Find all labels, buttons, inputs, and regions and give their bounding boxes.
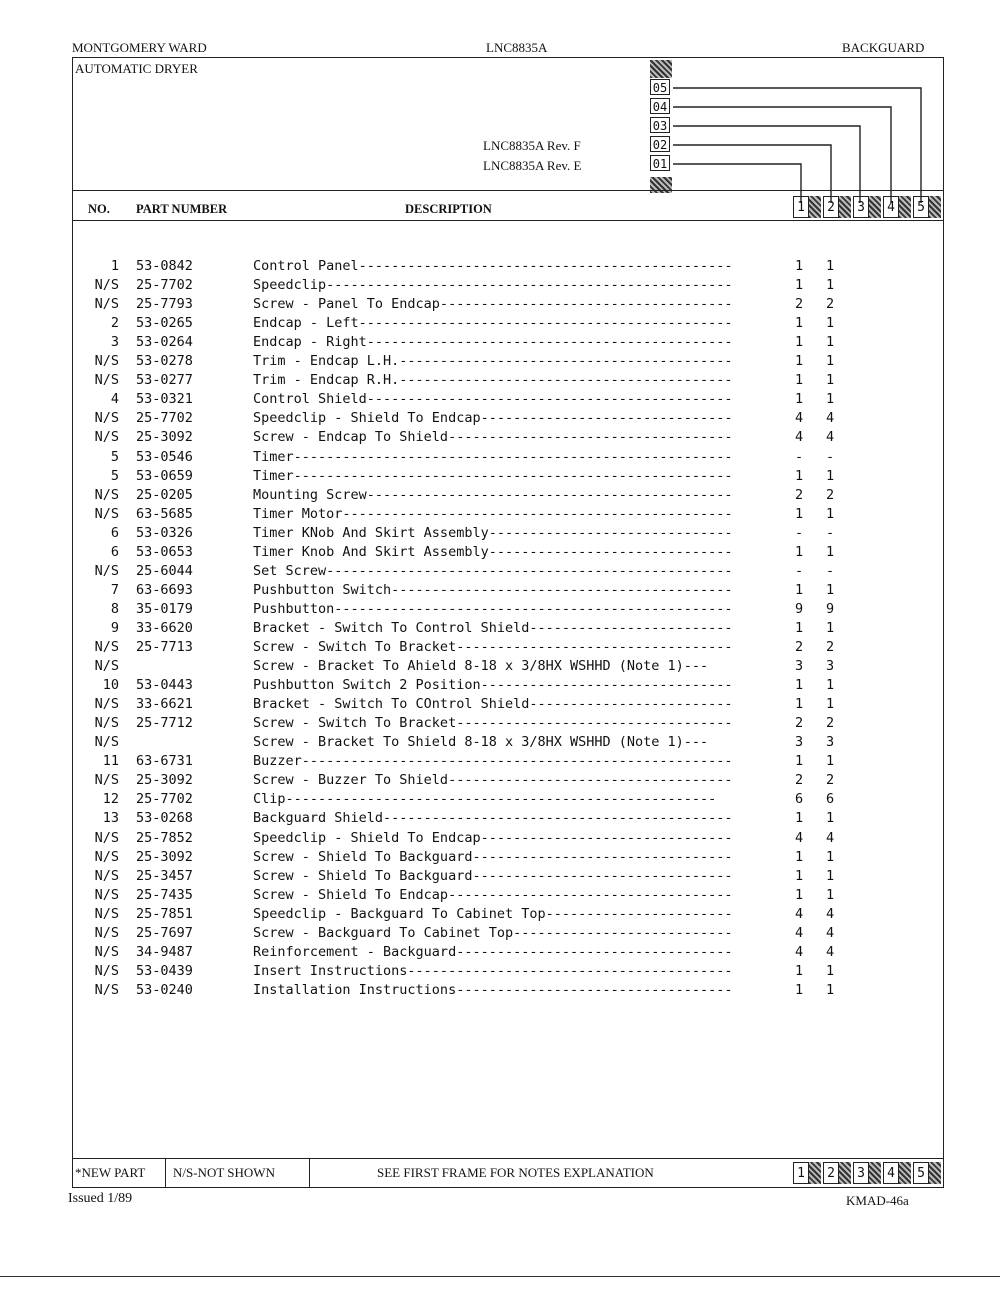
part-description: Screw - Bracket To Shield 8-18 x 3/8HX WSHHD (Note 1)---: [253, 734, 709, 751]
quantity-col-1: 2: [795, 296, 804, 313]
table-row: [73, 562, 945, 581]
table-row: [73, 867, 945, 886]
table-row: [73, 676, 945, 695]
quantity-col-1: 4: [795, 943, 804, 960]
item-number: N/S: [94, 924, 119, 941]
part-number: 63-6731: [136, 753, 193, 770]
part-number: 25-7697: [136, 924, 193, 941]
section-title: BACKGUARD: [842, 40, 925, 55]
part-description: Screw - Switch To Bracket----------------------------------: [253, 715, 733, 732]
table-row: [73, 638, 945, 657]
part-description: Bracket - Switch To COntrol Shield-------------------------: [253, 696, 733, 713]
part-description: Control Shield---------------------------------------------: [253, 391, 733, 408]
quantity-col-2: 2: [826, 486, 835, 503]
footer-not-shown: N/S-NOT SHOWN: [173, 1165, 275, 1180]
part-number: 25-3092: [136, 848, 193, 865]
part-description: Mounting Screw---------------------------------------------: [253, 486, 733, 503]
quantity-col-1: 4: [795, 924, 804, 941]
revision-f-label: LNC8835A Rev. F: [483, 138, 581, 153]
part-description: Trim - Endcap R.H.-----------------------------------------: [253, 372, 733, 389]
part-description: Pushbutton Switch 2 Position-------------------------------: [253, 677, 733, 694]
item-number: N/S: [94, 658, 119, 675]
quantity-col-1: 2: [795, 772, 804, 789]
header-qty-col-shade: [839, 196, 851, 218]
part-description: Screw - Buzzer To Shield-----------------------------------: [253, 772, 733, 789]
part-description: Screw - Panel To Endcap------------------------------------: [253, 296, 733, 313]
quantity-col-1: 9: [795, 600, 804, 617]
part-number: 53-0278: [136, 353, 193, 370]
footer-qty-col-shade: [929, 1162, 941, 1184]
table-row: [73, 905, 945, 924]
issue-date: Issued 1/89: [68, 1191, 133, 1206]
part-description: Pushbutton-------------------------------------------------: [253, 600, 733, 617]
header-qty-col-shade: [899, 196, 911, 218]
footer-qty-col-2: 2: [823, 1162, 839, 1184]
revision-code-box: 03: [650, 117, 670, 133]
table-row: [73, 733, 945, 752]
header-qty-col-shade: [809, 196, 821, 218]
part-description: Screw - Shield To Backguard--------------------------------: [253, 867, 733, 884]
header-qty-col-shade: [929, 196, 941, 218]
quantity-col-1: 1: [795, 467, 804, 484]
part-number: 25-7712: [136, 715, 193, 732]
part-description: Screw - Bracket To Ahield 8-18 x 3/8HX WSHHD (Note 1)---: [253, 658, 709, 675]
part-number: 63-6693: [136, 581, 193, 598]
revision-code-box: 05: [650, 79, 670, 95]
footer-qty-col-shade: [839, 1162, 851, 1184]
table-row: [73, 790, 945, 809]
item-number: N/S: [94, 829, 119, 846]
table-row: [73, 771, 945, 790]
item-number: N/S: [94, 886, 119, 903]
part-number: 35-0179: [136, 600, 193, 617]
quantity-col-2: -: [826, 448, 835, 465]
part-number: 25-7702: [136, 410, 193, 427]
model-number: LNC8835A: [486, 40, 548, 55]
part-number: 25-7435: [136, 886, 193, 903]
quantity-col-2: 1: [826, 334, 835, 351]
part-description: Control Panel----------------------------------------------: [253, 258, 733, 274]
table-row: [73, 657, 945, 676]
item-number: N/S: [94, 277, 119, 294]
quantity-col-2: 1: [826, 753, 835, 770]
part-description: Endcap - Left----------------------------------------------: [253, 315, 733, 332]
table-row: [73, 752, 945, 771]
quantity-col-1: 1: [795, 848, 804, 865]
quantity-col-2: -: [826, 524, 835, 541]
item-number: N/S: [94, 867, 119, 884]
parts-list-frame: [72, 57, 944, 1188]
quantity-col-1: 1: [795, 505, 804, 522]
quantity-col-1: 1: [795, 696, 804, 713]
item-number: 5: [110, 448, 119, 465]
part-number: 25-7713: [136, 639, 193, 655]
quantity-col-2: -: [826, 562, 835, 579]
col-header-no: NO.: [88, 202, 110, 216]
quantity-col-1: 1: [795, 353, 804, 370]
part-description: Endcap - Right---------------------------------------------: [253, 334, 733, 351]
table-row: [73, 581, 945, 600]
quantity-col-2: 3: [826, 734, 835, 751]
revision-code-box: 04: [650, 98, 670, 114]
revision-code-box: 01: [650, 155, 670, 171]
quantity-col-2: 1: [826, 353, 835, 370]
table-row: [73, 505, 945, 524]
part-number: 53-0265: [136, 315, 193, 332]
table-row: [73, 409, 945, 428]
quantity-col-2: 3: [826, 658, 835, 675]
item-number: N/S: [94, 981, 119, 998]
table-row: [73, 714, 945, 733]
table-row: [73, 295, 945, 314]
item-number: N/S: [94, 505, 119, 522]
item-number: N/S: [94, 372, 119, 389]
item-number: N/S: [94, 772, 119, 789]
item-number: 4: [110, 391, 119, 408]
item-number: 7: [110, 581, 119, 598]
col-header-part-number: PART NUMBER: [136, 202, 228, 216]
part-description: Timer Knob And Skirt Assembly------------------------------: [253, 543, 733, 560]
part-description: Clip-----------------------------------------------------: [253, 791, 717, 808]
item-number: N/S: [94, 353, 119, 370]
part-description: Buzzer-----------------------------------------------------: [253, 753, 733, 770]
part-number: 25-6044: [136, 562, 193, 579]
quantity-col-2: 1: [826, 848, 835, 865]
part-description: Backguard Shield-------------------------------------------: [253, 810, 733, 827]
item-number: N/S: [94, 943, 119, 960]
appliance-type: AUTOMATIC DRYER: [75, 61, 198, 76]
quantity-col-2: 1: [826, 315, 835, 332]
quantity-col-2: 4: [826, 429, 835, 446]
revision-code-box: 02: [650, 136, 670, 152]
header-qty-col-3: 3: [853, 196, 869, 218]
part-number: 25-7702: [136, 791, 193, 808]
quantity-col-2: 1: [826, 543, 835, 560]
footer-qty-col-shade: [899, 1162, 911, 1184]
table-row: [73, 333, 945, 352]
table-row: [73, 600, 945, 619]
table-row: [73, 695, 945, 714]
part-description: Speedclip - Shield To Endcap-------------------------------: [253, 829, 733, 846]
quantity-col-1: 2: [795, 486, 804, 503]
footer-new-part: *NEW PART: [75, 1165, 146, 1180]
table-row: [73, 924, 945, 943]
quantity-col-1: 6: [795, 791, 804, 808]
part-number: 53-0326: [136, 524, 193, 541]
quantity-col-1: 2: [795, 639, 804, 655]
part-number: 53-0277: [136, 372, 193, 389]
part-number: 53-0240: [136, 981, 193, 998]
item-number: N/S: [94, 848, 119, 865]
quantity-col-1: -: [795, 562, 804, 579]
footer-qty-col-shade: [869, 1162, 881, 1184]
part-number: 53-0546: [136, 448, 193, 465]
item-number: 9: [110, 619, 119, 636]
quantity-col-2: 1: [826, 962, 835, 979]
header-qty-col-4: 4: [883, 196, 899, 218]
part-description: Timer KNob And Skirt Assembly------------------------------: [253, 524, 733, 541]
part-description: Screw - Backguard To Cabinet Top---------------------------: [253, 924, 733, 941]
table-row: [73, 486, 945, 505]
header-qty-col-1: 1: [793, 196, 809, 218]
part-description: Insert Instructions----------------------------------------: [253, 962, 733, 979]
quantity-col-2: 1: [826, 696, 835, 713]
header-qty-col-shade: [869, 196, 881, 218]
part-number: 53-0653: [136, 543, 193, 560]
part-number: 33-6620: [136, 619, 193, 636]
part-number: 33-6621: [136, 696, 193, 713]
page-bottom-rule: [0, 1276, 1000, 1277]
quantity-col-1: -: [795, 448, 804, 465]
quantity-col-1: 1: [795, 372, 804, 389]
item-number: N/S: [94, 734, 119, 751]
item-number: N/S: [94, 562, 119, 579]
footer-qty-col-shade: [809, 1162, 821, 1184]
quantity-col-2: 1: [826, 581, 835, 598]
quantity-col-1: 4: [795, 429, 804, 446]
item-number: 11: [102, 753, 119, 770]
quantity-col-1: 1: [795, 619, 804, 636]
quantity-col-2: 1: [826, 467, 835, 484]
quantity-col-2: 4: [826, 829, 835, 846]
item-number: 5: [110, 467, 119, 484]
header-qty-col-5: 5: [913, 196, 929, 218]
part-number: 25-3457: [136, 867, 193, 884]
quantity-col-1: 1: [795, 543, 804, 560]
part-description: Installation Instructions----------------------------------: [253, 981, 733, 998]
table-row: [73, 962, 945, 981]
item-number: 13: [102, 810, 119, 827]
quantity-col-2: 4: [826, 924, 835, 941]
table-row: [73, 390, 945, 409]
part-number: 53-0443: [136, 677, 193, 694]
table-row: [73, 848, 945, 867]
table-row: [73, 619, 945, 638]
part-number: 53-0264: [136, 334, 193, 351]
revision-e-label: LNC8835A Rev. E: [483, 158, 582, 173]
part-number: 53-0268: [136, 810, 193, 827]
item-number: 2: [110, 315, 119, 332]
part-number: 25-7851: [136, 905, 193, 922]
item-number: N/S: [94, 296, 119, 313]
quantity-col-1: 4: [795, 410, 804, 427]
part-description: Screw - Shield To Backguard--------------------------------: [253, 848, 733, 865]
quantity-col-2: 4: [826, 410, 835, 427]
quantity-col-1: 1: [795, 810, 804, 827]
quantity-col-1: 1: [795, 981, 804, 998]
quantity-col-1: 4: [795, 905, 804, 922]
item-number: 10: [102, 677, 119, 694]
part-number: 63-5685: [136, 505, 193, 522]
table-row: [73, 257, 945, 276]
quantity-col-2: 4: [826, 905, 835, 922]
footer-qty-col-1: 1: [793, 1162, 809, 1184]
quantity-col-2: 6: [826, 791, 835, 808]
item-number: N/S: [94, 639, 119, 655]
item-number: N/S: [94, 486, 119, 503]
quantity-col-1: 1: [795, 258, 804, 274]
table-row: [73, 371, 945, 390]
table-row: [73, 448, 945, 467]
table-row: [73, 276, 945, 295]
item-number: N/S: [94, 410, 119, 427]
footer-qty-col-3: 3: [853, 1162, 869, 1184]
part-number: 25-3092: [136, 429, 193, 446]
part-description: Timer Motor------------------------------------------------: [253, 505, 733, 522]
part-number: 53-0321: [136, 391, 193, 408]
part-description: Trim - Endcap L.H.-----------------------------------------: [253, 353, 733, 370]
quantity-col-2: 1: [826, 867, 835, 884]
part-number: 25-3092: [136, 772, 193, 789]
quantity-col-1: 2: [795, 715, 804, 732]
footer-notes: SEE FIRST FRAME FOR NOTES EXPLANATION: [377, 1165, 654, 1180]
quantity-col-2: 1: [826, 277, 835, 294]
quantity-col-1: 1: [795, 277, 804, 294]
part-description: Screw - Endcap To Shield-----------------------------------: [253, 429, 733, 446]
quantity-col-1: 1: [795, 753, 804, 770]
part-description: Speedclip--------------------------------------------------: [253, 277, 733, 294]
item-number: 12: [102, 791, 119, 808]
quantity-col-1: 3: [795, 658, 804, 675]
part-description: Screw - Shield To Endcap-----------------------------------: [253, 886, 733, 903]
table-row: [73, 314, 945, 333]
quantity-col-1: 1: [795, 677, 804, 694]
part-description: Timer------------------------------------------------------: [253, 448, 733, 465]
table-row: [73, 352, 945, 371]
quantity-col-2: 1: [826, 619, 835, 636]
col-header-description: DESCRIPTION: [405, 202, 492, 216]
quantity-col-2: 4: [826, 943, 835, 960]
item-number: N/S: [94, 696, 119, 713]
quantity-col-2: 2: [826, 296, 835, 313]
quantity-col-1: 1: [795, 334, 804, 351]
quantity-col-1: 4: [795, 829, 804, 846]
quantity-col-1: 1: [795, 315, 804, 332]
item-number: N/S: [94, 905, 119, 922]
quantity-col-1: 3: [795, 734, 804, 751]
quantity-col-1: -: [795, 524, 804, 541]
part-description: Set Screw--------------------------------------------------: [253, 562, 733, 579]
quantity-col-2: 1: [826, 886, 835, 903]
quantity-col-2: 1: [826, 677, 835, 694]
part-description: Reinforcement - Backguard----------------------------------: [253, 943, 733, 960]
page-code: KMAD-46a: [846, 1193, 909, 1208]
table-row: [73, 829, 945, 848]
quantity-col-2: 1: [826, 258, 835, 274]
item-number: N/S: [94, 962, 119, 979]
item-number: 6: [110, 524, 119, 541]
item-number: 1: [110, 258, 119, 274]
quantity-col-1: 1: [795, 581, 804, 598]
part-description: Screw - Switch To Bracket----------------------------------: [253, 639, 733, 655]
quantity-col-1: 1: [795, 391, 804, 408]
part-number: 25-7793: [136, 296, 193, 313]
part-number: 53-0439: [136, 962, 193, 979]
part-number: 53-0659: [136, 467, 193, 484]
part-number: 25-7702: [136, 277, 193, 294]
part-number: 53-0842: [136, 258, 193, 274]
quantity-col-1: 1: [795, 962, 804, 979]
part-description: Speedclip - Backguard To Cabinet Top-----------------------: [253, 905, 733, 922]
item-number: N/S: [94, 715, 119, 732]
revision-connector-lines: [73, 58, 945, 218]
item-number: 8: [110, 600, 119, 617]
table-row: [73, 943, 945, 962]
quantity-col-2: 2: [826, 639, 835, 655]
table-row: [73, 981, 945, 1000]
item-number: 3: [110, 334, 119, 351]
table-row: [73, 467, 945, 486]
quantity-col-2: 9: [826, 600, 835, 617]
footer-qty-col-4: 4: [883, 1162, 899, 1184]
part-number: 25-7852: [136, 829, 193, 846]
footer-qty-col-5: 5: [913, 1162, 929, 1184]
quantity-col-1: 1: [795, 867, 804, 884]
table-row: [73, 524, 945, 543]
table-row: [73, 886, 945, 905]
header-qty-col-2: 2: [823, 196, 839, 218]
table-row: [73, 543, 945, 562]
part-description: Bracket - Switch To Control Shield-------------------------: [253, 619, 733, 636]
quantity-col-2: 1: [826, 981, 835, 998]
quantity-col-2: 1: [826, 810, 835, 827]
part-description: Pushbutton Switch------------------------------------------: [253, 581, 733, 598]
brand-name: MONTGOMERY WARD: [72, 40, 207, 55]
quantity-col-2: 1: [826, 391, 835, 408]
quantity-col-2: 1: [826, 505, 835, 522]
part-number: 25-0205: [136, 486, 193, 503]
part-description: Speedclip - Shield To Endcap-------------------------------: [253, 410, 733, 427]
quantity-col-2: 2: [826, 772, 835, 789]
part-description: Timer------------------------------------------------------: [253, 467, 733, 484]
item-number: N/S: [94, 429, 119, 446]
quantity-col-1: 1: [795, 886, 804, 903]
part-number: 34-9487: [136, 943, 193, 960]
quantity-col-2: 1: [826, 372, 835, 389]
item-number: 6: [110, 543, 119, 560]
quantity-col-2: 2: [826, 715, 835, 732]
table-row: [73, 809, 945, 828]
table-row: [73, 428, 945, 447]
